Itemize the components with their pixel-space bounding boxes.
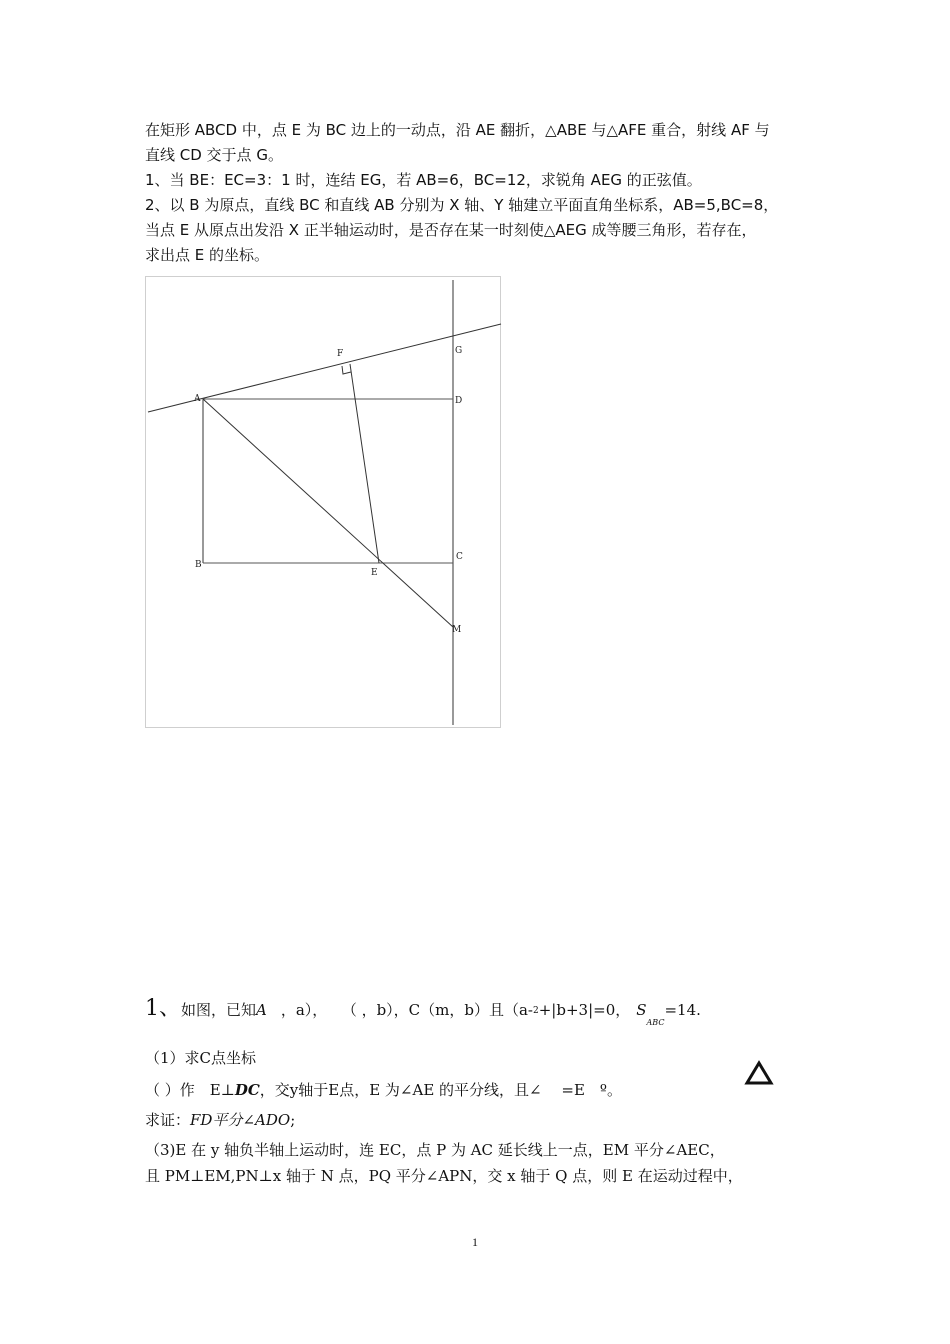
problem2-number: 1、: [145, 996, 181, 1021]
label-d: D: [455, 396, 463, 406]
geometry-figure: [145, 276, 501, 728]
label-f: F: [337, 349, 344, 359]
prove-label: 求证：: [145, 1111, 191, 1129]
right-angle-mark: [342, 366, 351, 374]
problem2-part-b: （ ，b），C（m，b）且（a-: [349, 1001, 533, 1019]
problem1-line2: 直线 CD 交于点 G。: [145, 146, 283, 164]
label-m: M: [452, 625, 462, 635]
problem2-part-c: +|b+3|=0，: [538, 1001, 631, 1019]
segment-am: [203, 399, 453, 627]
question2-prefix: （ ）作 E⊥: [145, 1081, 235, 1099]
question2-line1: [145, 1080, 622, 1100]
problem2-intro: 如图，已知: [181, 1001, 257, 1019]
question2-line2: [145, 1110, 295, 1130]
question3-line2: 且 PM⊥EM,PN⊥x 轴于 N 点，PQ 平分∠APN，交 x 轴于 Q 点，则 E 在运动过程中，: [145, 1167, 743, 1185]
square-exponent: 2: [533, 1006, 539, 1016]
area-value: =14.: [664, 1001, 701, 1019]
prove-end: ;: [290, 1111, 296, 1129]
question2-rest: ，交y轴于E点，E 为∠AE 的平分线，且∠ =E º。: [259, 1081, 622, 1099]
question1: （1）求C点坐标: [145, 1049, 257, 1067]
problem1-line6: 求出点 E 的坐标。: [145, 246, 270, 264]
problem2-heading: [145, 996, 701, 1026]
segment-fe: [350, 364, 379, 563]
area-subscript: ABC: [646, 1018, 665, 1027]
area-symbol: S: [636, 1001, 647, 1019]
segment-dc-label: DC: [234, 1081, 260, 1099]
problem1-line1: 在矩形 ABCD 中，点 E 为 BC 边上的一动点，沿 AE 翻折，△ABE 与△AFE 重合，射线 AF 与: [145, 121, 770, 139]
label-g: G: [455, 346, 463, 356]
problem1-line5: 当点 E 从原点出发沿 X 正半轴运动时，是否存在某一时刻使△AEG 成等腰三角形，若存在，: [145, 221, 757, 239]
prove-statement: FD平分∠ADO: [190, 1111, 291, 1129]
problem1-line3: 1、当 BE：EC=3：1 时，连结 EG，若 AB=6，BC=12，求锐角 AEG 的正弦值。: [145, 171, 702, 189]
label-b: B: [195, 560, 202, 570]
label-c: C: [456, 552, 463, 562]
label-a: A: [194, 394, 201, 404]
label-e: E: [371, 568, 378, 578]
page-number: 1: [472, 1235, 478, 1249]
question3-line1: （3)E 在 y 轴负半轴上运动时，连 EC，点 P 为 AC 延长线上一点，EM 平分∠AEC，: [145, 1141, 725, 1159]
geometry-diagram: [146, 277, 502, 729]
problem1-line4: 2、以 B 为原点，直线 BC 和直线 AB 分别为 X 轴、Y 轴建立平面直角坐标系，AB=5,BC=8，: [145, 196, 779, 214]
problem2-part-a: ，a），: [280, 1001, 328, 1019]
point-a-label: A: [256, 1001, 267, 1019]
triangle-icon: [744, 1060, 774, 1086]
